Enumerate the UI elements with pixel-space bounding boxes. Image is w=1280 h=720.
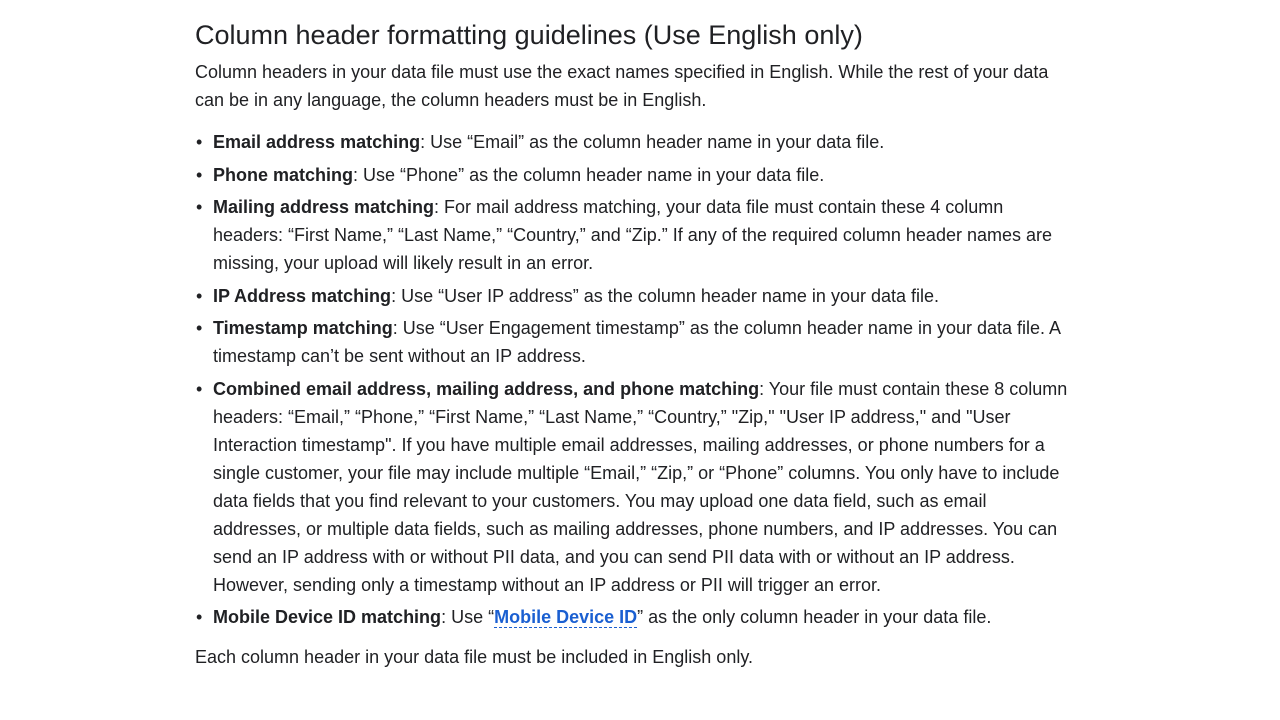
list-item	[195, 603, 1075, 631]
list-item	[195, 282, 1075, 310]
rule-text: : Use “User IP address” as the column header name in your data file.	[391, 285, 939, 306]
list-item	[195, 193, 1075, 277]
closing-paragraph: Each column header in your data file must be included in English only.	[195, 647, 753, 667]
rule-text: : Use “Phone” as the column header name in your data file.	[353, 164, 825, 185]
bullet-dot: •	[196, 132, 203, 152]
bullet-dot: •	[196, 197, 203, 217]
article-content	[195, 16, 1075, 671]
list-item	[195, 314, 1075, 370]
rule-title: Mailing address matching	[213, 197, 435, 217]
intro-paragraph: Column headers in your data file must use the exact names specified in English. While the rest of your data can be in any language, the column headers must be in English.	[195, 62, 1049, 110]
list-item	[195, 128, 1075, 156]
rule-title: Mobile Device ID matching	[213, 607, 442, 627]
bullet-dot: •	[196, 318, 203, 338]
page-title: Column header formatting guidelines (Use English only)	[195, 20, 863, 50]
rule-title: Timestamp matching	[213, 318, 393, 338]
rule-text: : For mail address matching, your data file must contain these 4 column headers: “First Name,” “Last Name,” “Country,” and “Zip.” If any of the required column header names are missing, your upload will likely result in an error.	[213, 197, 1053, 273]
rule-title: Phone matching	[213, 164, 354, 185]
rule-title: Email address matching	[213, 132, 421, 152]
bullet-dot: •	[196, 164, 203, 185]
rules-list	[195, 128, 1075, 631]
list-item	[195, 375, 1075, 599]
list-item	[195, 161, 1075, 189]
rule-text-before-link: : Use “	[441, 607, 495, 627]
bullet-dot: •	[196, 378, 203, 399]
rule-title: Combined email address, mailing address, and phone matching	[213, 378, 760, 399]
bullet-dot: •	[196, 607, 203, 627]
rule-text: : Use “User Engagement timestamp” as the column header name in your data file. A timestamp can’t be sent without an IP address.	[213, 318, 1061, 366]
rule-text-after-link: ” as the only column header in your data file.	[637, 607, 992, 627]
mobile-device-id-link[interactable]: Mobile Device ID	[494, 607, 638, 627]
rule-text: : Use “Email” as the column header name in your data file.	[420, 132, 885, 152]
rule-text: : Your file must contain these 8 column headers: “Email,” “Phone,” “First Name,” “Last Name,” “Country,” "Zip," "User IP address," and "User Interaction timestamp". If you have multiple email addresses, mailing addresses, or phone numbers for a single customer, your file may include multiple “Email,” “Zip,” or “Phone” columns. You only have to include data fields that you find relevant to your customers. You may upload one data field, such as email addresses, or multiple data fields, such as mailing addresses, phone numbers, and IP addresses. You can send an IP address with or without PII data, and you can send PII data with or without an IP address. However, sending only a timestamp without an IP address or PII will trigger an error.	[213, 378, 1068, 595]
bullet-dot: •	[196, 285, 203, 306]
rule-title: IP Address matching	[213, 285, 392, 306]
